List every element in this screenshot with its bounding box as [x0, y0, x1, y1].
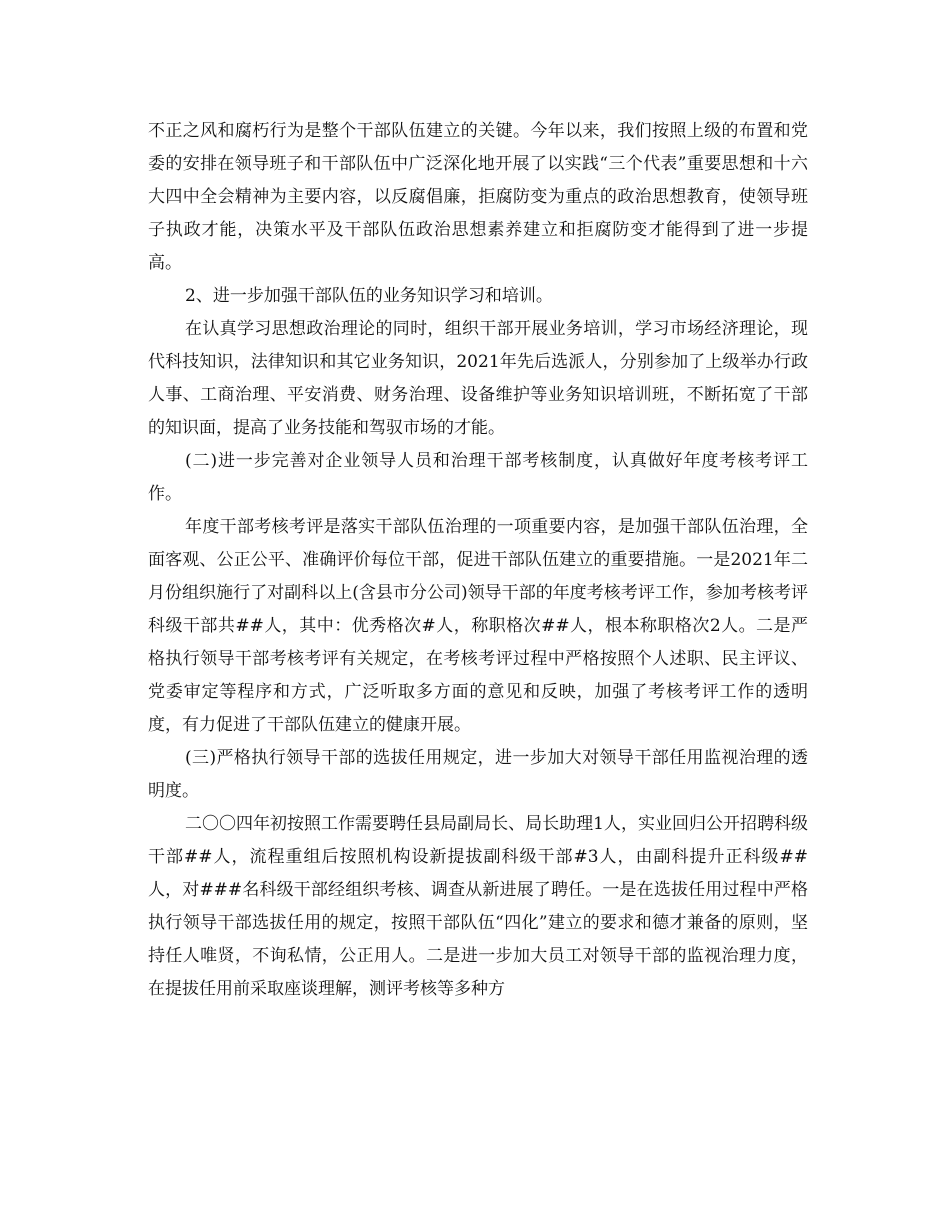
paragraph-annual-assessment: 年度干部考核考评是落实干部队伍治理的一项重要内容，是加强干部队伍治理，全面客观、公正公平、准确评价每位干部，促进干部队伍建立的重要措施。一是2021年二月份组织施行了对副科以上(含县市分公司)领导干部的年度考核考评工作，参加考核考评科级干部共##人，其中：优秀格次#人，称职格次##人，根本称职格次2人。二是严格执行领导干部考核考评有关规定，在考核考评过程中严格按照个人述职、民主评议、党委审定等程序和方式，广泛听取多方面的意见和反映，加强了考核考评工作的透明度，有力促进了干部队伍建立的健康开展。	[148, 517, 808, 735]
paragraph-assessment-heading: (二)进一步完善对企业领导人员和治理干部考核制度，认真做好年度考核考评工作。	[148, 451, 808, 504]
paragraph-selection-heading: (三)严格执行领导干部的选拔任用规定，进一步加大对领导干部任用监视治理的透明度。	[148, 748, 808, 801]
paragraph-cadre-appointment: 二〇〇四年初按照工作需要聘任县局副局长、局长助理1人，实业回归公开招聘科级干部##人，流程重组后按照机构设新提拔副科级干部#3人，由副科提升正科级##人，对###名科级干部经组织考核、调查从新进展了聘任。一是在选拔任用过程中严格执行领导干部选拔任用的规定，按照干部队伍“四化”建立的要求和德才兼备的原则，坚持任人唯贤，不询私情，公正用人。二是进一步加大员工对领导干部的监视治理力度，在提拔任用前采取座谈理解，测评考核等多种方	[148, 814, 808, 999]
paragraph-business-training: 在认真学习思想政治理论的同时，组织干部开展业务培训，学习市场经济理论，现代科技知识，法律知识和其它业务知识，2021年先后选派人，分别参加了上级举办行政人事、工商治理、平安消费、财务治理、设备维护等业务知识培训班，不断拓宽了干部的知识面，提高了业务技能和驾驭市场的才能。	[148, 319, 808, 438]
document-body	[148, 115, 808, 1006]
paragraph-anticorruption-education: 不正之风和腐朽行为是整个干部队伍建立的关键。今年以来，我们按照上级的布置和党委的安排在领导班子和干部队伍中广泛深化地开展了以实践“三个代表”重要思想和十六大四中全会精神为主要内容，以反腐倡廉，拒腐防变为重点的政治思想教育，使领导班子执政才能，决策水平及干部队伍政治思想素养建立和拒腐防变才能得到了进一步提高。	[148, 121, 808, 273]
paragraph-business-training-heading: 2、进一步加强干部队伍的业务知识学习和培训。	[185, 286, 553, 306]
